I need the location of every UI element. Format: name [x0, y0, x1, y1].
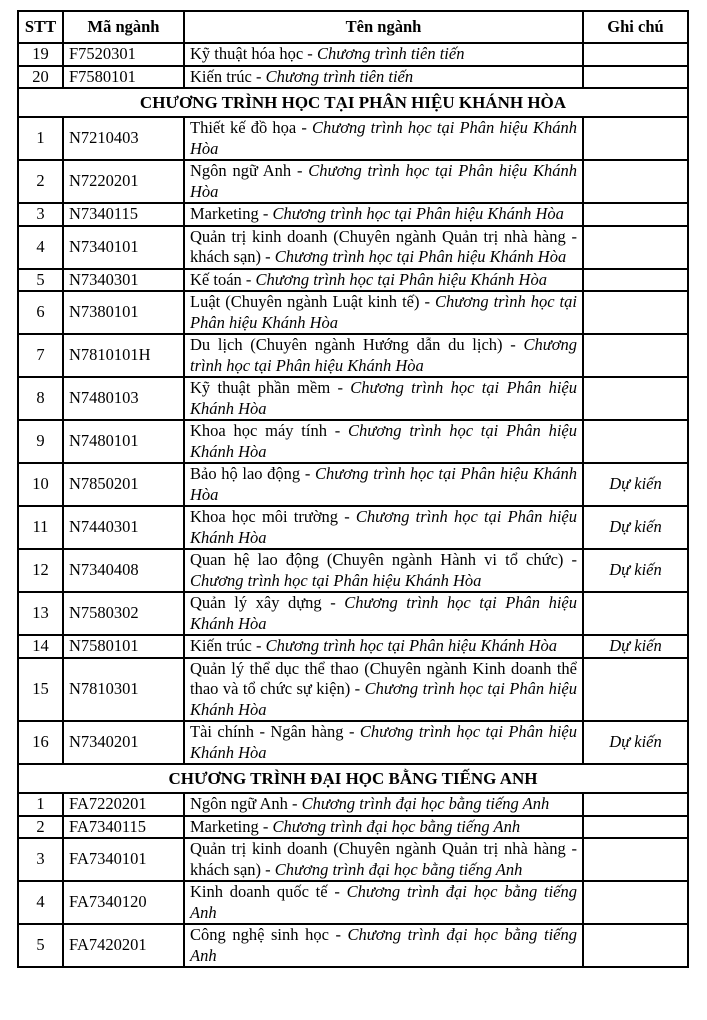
stt-cell: 12: [18, 549, 63, 592]
table-row: [18, 506, 688, 549]
table-row: [18, 793, 688, 816]
column-header-name: Tên ngành: [184, 11, 583, 43]
program-type: Chương trình đại học bằng tiếng Anh: [190, 882, 577, 922]
program-type: Chương trình học tại Phân hiệu Khánh Hòa: [255, 269, 547, 289]
program-name: Ngôn ngữ Anh -: [190, 161, 309, 180]
stt-cell: 13: [18, 592, 63, 635]
note-cell: [583, 838, 688, 881]
name-cell: [184, 592, 583, 635]
code-cell: N7810301: [63, 658, 184, 722]
stt-cell: 5: [18, 269, 63, 292]
note-cell: [583, 658, 688, 722]
code-cell: N7340101: [63, 226, 184, 269]
stt-cell: 5: [18, 924, 63, 967]
stt-cell: 11: [18, 506, 63, 549]
table-row: [18, 334, 688, 377]
section-header: CHƯƠNG TRÌNH HỌC TẠI PHÂN HIỆU KHÁNH HÒA: [18, 88, 688, 117]
table-row: [18, 377, 688, 420]
code-cell: F7580101: [63, 66, 184, 89]
program-type: Chương trình học tại Phân hiệu Khánh Hòa: [190, 118, 577, 158]
section-header: CHƯƠNG TRÌNH ĐẠI HỌC BẰNG TIẾNG ANH: [18, 764, 688, 793]
stt-cell: 2: [18, 160, 63, 203]
name-cell: [184, 203, 583, 226]
table-row: [18, 838, 688, 881]
program-type: Chương trình học tại Phân hiệu Khánh Hòa: [190, 722, 577, 762]
program-type: Chương trình học tại Phân hiệu Khánh Hòa: [190, 421, 577, 461]
note-cell: [583, 334, 688, 377]
note-cell: Dự kiến: [583, 463, 688, 506]
table-row: [18, 66, 688, 89]
table-row: [18, 203, 688, 226]
note-cell: [583, 377, 688, 420]
program-name: Marketing -: [190, 204, 273, 223]
program-name: Công nghệ sinh học -: [190, 925, 348, 944]
header-row: [18, 11, 688, 43]
table-row: [18, 721, 688, 764]
table-row: [18, 269, 688, 292]
program-type: Chương trình học tại Phân hiệu Khánh Hòa: [190, 570, 482, 590]
table-row: [18, 226, 688, 269]
program-name: Du lịch (Chuyên ngành Hướng dẫn du lịch) -: [190, 335, 524, 354]
stt-cell: 9: [18, 420, 63, 463]
program-name: Thiết kế đồ họa -: [190, 118, 312, 137]
program-type: Chương trình học tại Phân hiệu Khánh Hòa: [190, 292, 577, 332]
table-row: [18, 635, 688, 658]
table-row: [18, 592, 688, 635]
code-cell: N7440301: [63, 506, 184, 549]
name-cell: [184, 43, 583, 66]
note-cell: [583, 66, 688, 89]
note-cell: [583, 269, 688, 292]
table-row: [18, 463, 688, 506]
program-type: Chương trình tiên tiến: [265, 66, 414, 86]
table-row: [18, 291, 688, 334]
program-name: Kế toán -: [190, 269, 256, 289]
program-name: Marketing -: [190, 816, 273, 836]
code-cell: N7220201: [63, 160, 184, 203]
program-name: Bảo hộ lao động -: [190, 464, 315, 483]
note-cell: Dự kiến: [583, 721, 688, 764]
stt-cell: 14: [18, 635, 63, 658]
program-type: Chương trình học tại Phân hiệu Khánh Hòa: [190, 679, 577, 719]
name-cell: [184, 226, 583, 269]
program-name: Kinh doanh quốc tế -: [190, 882, 347, 901]
code-cell: F7520301: [63, 43, 184, 66]
table-row: [18, 816, 688, 839]
name-cell: [184, 635, 583, 658]
code-cell: N7210403: [63, 117, 184, 160]
stt-cell: 4: [18, 226, 63, 269]
code-cell: FA7340115: [63, 816, 184, 839]
program-name: Quản lý thể dục thể thao (Chuyên ngành Kinh doanh thể thao và tổ chức sự kiện) -: [190, 658, 577, 698]
note-cell: Dự kiến: [583, 549, 688, 592]
program-type: Chương trình đại học bằng tiếng Anh: [190, 925, 577, 965]
program-name: Khoa học môi trường -: [190, 507, 356, 526]
name-cell: [184, 658, 583, 722]
code-cell: FA7420201: [63, 924, 184, 967]
program-name: Khoa học máy tính -: [190, 421, 348, 440]
table-row: [18, 160, 688, 203]
code-cell: FA7340101: [63, 838, 184, 881]
stt-cell: 19: [18, 43, 63, 66]
note-cell: [583, 203, 688, 226]
program-type: Chương trình đại học bằng tiếng Anh: [272, 816, 521, 836]
code-cell: N7850201: [63, 463, 184, 506]
program-type: Chương trình học tại Phân hiệu Khánh Hòa: [190, 335, 577, 375]
table-row: [18, 117, 688, 160]
name-cell: [184, 269, 583, 292]
table-body: [18, 43, 688, 967]
code-cell: FA7340120: [63, 881, 184, 924]
code-cell: N7480103: [63, 377, 184, 420]
column-header-note: Ghi chú: [583, 11, 688, 43]
stt-cell: 1: [18, 793, 63, 816]
program-name: Kỹ thuật hóa học -: [190, 44, 317, 63]
program-type: Chương trình học tại Phân hiệu Khánh Hòa: [190, 161, 578, 201]
table-row: [18, 881, 688, 924]
column-header-code: Mã ngành: [63, 11, 184, 43]
table-row: [18, 43, 688, 66]
column-header-stt: STT: [18, 11, 63, 43]
name-cell: [184, 463, 583, 506]
note-cell: [583, 226, 688, 269]
name-cell: [184, 881, 583, 924]
program-type: Chương trình học tại Phân hiệu Khánh Hòa: [265, 636, 558, 655]
program-type: Chương trình đại học bằng tiếng Anh: [274, 859, 523, 879]
note-cell: [583, 924, 688, 967]
note-cell: Dự kiến: [583, 635, 688, 658]
program-name: Quan hệ lao động (Chuyên ngành Hành vi tổ chức) -: [190, 550, 577, 569]
note-cell: [583, 117, 688, 160]
name-cell: [184, 506, 583, 549]
name-cell: [184, 816, 583, 839]
table-row: [18, 549, 688, 592]
name-cell: [184, 721, 583, 764]
stt-cell: 3: [18, 203, 63, 226]
code-cell: N7340408: [63, 549, 184, 592]
section-header-row: [18, 88, 688, 117]
name-cell: [184, 334, 583, 377]
note-cell: [583, 160, 688, 203]
note-cell: [583, 793, 688, 816]
section-header-row: [18, 764, 688, 793]
note-cell: [583, 592, 688, 635]
code-cell: N7340301: [63, 269, 184, 292]
code-cell: FA7220201: [63, 793, 184, 816]
program-name: Kiến trúc -: [190, 636, 266, 655]
program-type: Chương trình học tại Phân hiệu Khánh Hòa: [190, 507, 577, 547]
program-name: Quản trị kinh doanh (Chuyên ngành Quản trị nhà hàng - khách sạn) -: [190, 839, 577, 879]
code-cell: N7580101: [63, 635, 184, 658]
note-cell: [583, 816, 688, 839]
program-type: Chương trình học tại Phân hiệu Khánh Hòa: [190, 378, 577, 418]
stt-cell: 8: [18, 377, 63, 420]
program-type: Chương trình học tại Phân hiệu Khánh Hòa: [190, 593, 577, 633]
table-row: [18, 420, 688, 463]
name-cell: [184, 66, 583, 89]
name-cell: [184, 549, 583, 592]
program-name: Luật (Chuyên ngành Luật kinh tế) -: [190, 292, 436, 311]
stt-cell: 6: [18, 291, 63, 334]
name-cell: [184, 420, 583, 463]
name-cell: [184, 377, 583, 420]
program-type: Chương trình học tại Phân hiệu Khánh Hòa: [274, 247, 567, 266]
program-name: Kiến trúc -: [190, 66, 266, 86]
stt-cell: 4: [18, 881, 63, 924]
code-cell: N7340115: [63, 203, 184, 226]
name-cell: [184, 924, 583, 967]
program-type: Chương trình tiên tiến: [316, 44, 465, 63]
stt-cell: 15: [18, 658, 63, 722]
note-cell: [583, 420, 688, 463]
stt-cell: 20: [18, 66, 63, 89]
program-name: Quản lý xây dựng -: [190, 593, 345, 612]
table-row: [18, 924, 688, 967]
name-cell: [184, 291, 583, 334]
name-cell: [184, 160, 583, 203]
code-cell: N7810101H: [63, 334, 184, 377]
stt-cell: 1: [18, 117, 63, 160]
stt-cell: 3: [18, 838, 63, 881]
stt-cell: 7: [18, 334, 63, 377]
stt-cell: 10: [18, 463, 63, 506]
stt-cell: 2: [18, 816, 63, 839]
note-cell: Dự kiến: [583, 506, 688, 549]
code-cell: N7380101: [63, 291, 184, 334]
program-type: Chương trình học tại Phân hiệu Khánh Hòa: [190, 464, 578, 504]
note-cell: [583, 881, 688, 924]
name-cell: [184, 117, 583, 160]
table-header: [18, 11, 688, 43]
table-row: [18, 658, 688, 722]
program-name: Tài chính - Ngân hàng -: [190, 722, 360, 741]
program-name: Kỹ thuật phần mềm -: [190, 378, 351, 397]
program-type: Chương trình học tại Phân hiệu Khánh Hòa: [272, 204, 564, 223]
stt-cell: 16: [18, 721, 63, 764]
program-type: Chương trình đại học bằng tiếng Anh: [301, 794, 550, 813]
code-cell: N7480101: [63, 420, 184, 463]
name-cell: [184, 793, 583, 816]
program-name: Ngôn ngữ Anh -: [190, 794, 302, 813]
program-name: Quản trị kinh doanh (Chuyên ngành Quản trị nhà hàng - khách sạn) -: [190, 226, 577, 266]
name-cell: [184, 838, 583, 881]
code-cell: N7340201: [63, 721, 184, 764]
code-cell: N7580302: [63, 592, 184, 635]
note-cell: [583, 43, 688, 66]
note-cell: [583, 291, 688, 334]
programs-table: [17, 10, 689, 968]
